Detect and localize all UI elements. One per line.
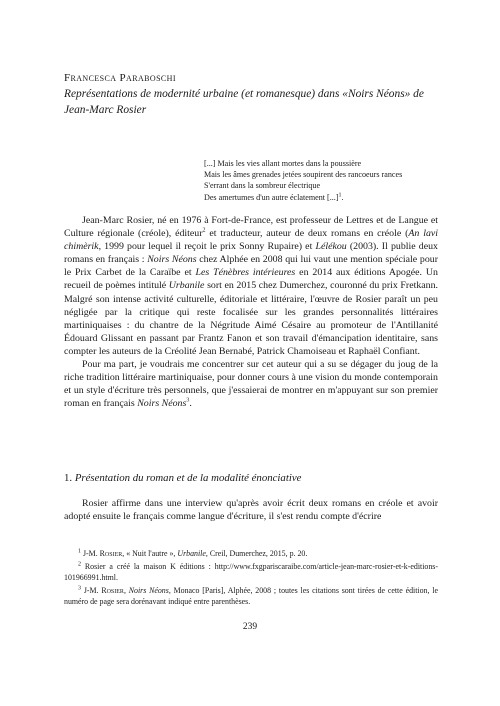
paragraph: Rosier affirme dans une interview qu'après avoir écrit deux romans en créole et avoir adopté ensuite le français comme langue d'écriture, il s'est rendu compte d'écrire bbox=[64, 498, 438, 523]
paragraph: Jean-Marc Rosier, né en 1976 à Fort-de-France, est professeur de Lettres et de Langue et Culture régionale (créole), éditeur$^2$ et traducteur, auteur de deux romans en créole (An lavi chimèrik, 1999 pour lequel il reçoit le prix Sonny Rupaire) et Lélékou (2003). Il publie deux romans en français : Noirs Néons chez Alphée en 2008 qui lui vaut une mention spéciale pour le Prix Carbet de la Caraïbe et Les Ténèbres intérieures en 2014 aux éditions Apogée. Un recueil de poèmes intitulé Urbanile sort en 2015 chez Dumerchez, couronné du prix Fretkann. Malgré son intense activité culturelle, éditoriale et littéraire, l'œuvre de Rosier paraît un peu négligée par la critique qui reste focalisée sur les grandes personnalités littéraires martiniquaises : du chantre de la Négritude Aimé Césaire au promoteur de l'Antillanité Édouard Glissant en passant par Frantz Fanon et son travail d'émancipation identitaire, sans compter les auteurs de la Créolité Jean Bernabé, Patrick Chamoiseau et Raphaël Confiant. bbox=[64, 215, 439, 357]
author-name: Francesca Paraboschi bbox=[64, 72, 176, 84]
epigraph-line: S'errant dans la sombreur électrique bbox=[204, 181, 321, 191]
page-number: 239 bbox=[242, 622, 258, 632]
intro-body bbox=[64, 214, 438, 410]
paragraph: Pour ma part, je voudrais me concentrer sur cet auteur qui a su se dégager du joug de la riche tradition littéraire martiniquaise, pour donner cours à une vision du monde contemporain et un style d'écriture très personnels, que j'essaierai de montrer en m'appuyant sur son premier roman en français Noirs Néons$^3$. bbox=[64, 359, 438, 410]
footnotes bbox=[64, 548, 438, 609]
section-heading: 1. Présentation du roman et de la modalité énonciative bbox=[64, 472, 302, 484]
article-title: Représentations de modernité urbaine (et romanesque) dans «Noirs Néons» de Jean-Marc Rosier bbox=[64, 88, 424, 116]
epigraph-line: Mais les âmes grenades jetées soupirent des rancoeurs rances bbox=[204, 170, 403, 180]
epigraph bbox=[204, 158, 444, 203]
footnote-ref[interactable]: 3 bbox=[186, 398, 190, 405]
epigraph-line: Des amertumes d'un autre éclatement [...]$^1$. bbox=[204, 191, 344, 202]
section-body bbox=[64, 497, 438, 523]
footnote: $^2$ Rosier a créé la maison K éditions : http://www.fxgpariscaraibe.com/article-jean-marc-rosier-et-k-editions-101966991.html. bbox=[64, 561, 438, 582]
footnote-ref[interactable]: 1 bbox=[338, 191, 342, 198]
footnote-ref[interactable]: 2 bbox=[202, 227, 206, 234]
footnote: $^3$ J-M. Rosier, Noirs Néons, Monaco [Paris], Alphée, 2008 ; toutes les citations sont tirées de cette édition, le numéro de page sera dorénavant indiqué entre parenthèses. bbox=[64, 585, 438, 606]
epigraph-line: [...] Mais les vies allant mortes dans la poussière bbox=[204, 159, 362, 168]
footnote: $^1$ J-M. Rosier, « Nuit l'autre », Urbanile, Creil, Dumerchez, 2015, p. 20. bbox=[78, 548, 308, 558]
